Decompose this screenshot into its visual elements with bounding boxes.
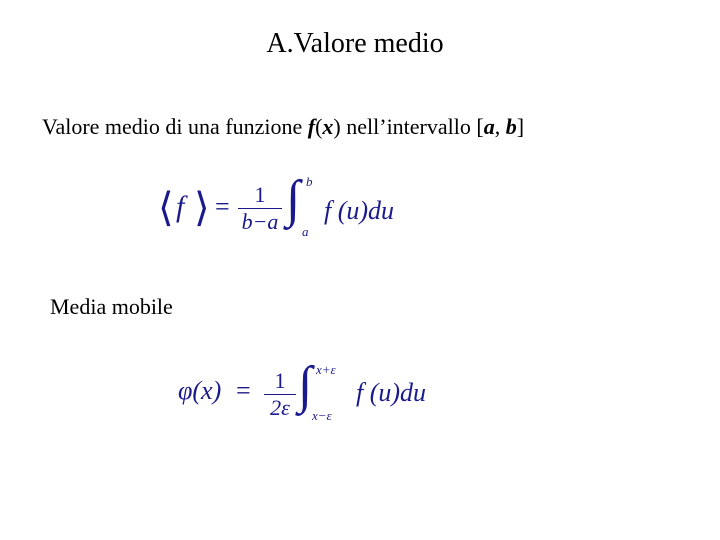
lower-limit: a xyxy=(302,224,309,239)
intro-middle: nell’intervallo [ xyxy=(340,114,484,139)
paren-open: ( xyxy=(315,114,323,139)
integral-sign-2: ∫ xyxy=(298,357,313,414)
moving-fraction xyxy=(264,370,296,419)
fraction-numerator-2: 1 xyxy=(274,368,286,393)
function-variable: x xyxy=(322,114,334,139)
equals-sign: = xyxy=(215,192,230,221)
upper-limit: b xyxy=(306,174,313,189)
moving-average-formula xyxy=(178,357,458,426)
fraction-numerator: 1 xyxy=(254,182,266,207)
intro-sentence xyxy=(42,114,524,140)
fraction-denominator: b−a xyxy=(241,209,279,234)
interval-comma: , xyxy=(494,114,506,139)
intro-prefix: Valore medio di una funzione xyxy=(42,114,308,139)
fraction-denominator-2: 2ε xyxy=(270,395,290,420)
interval-close: ] xyxy=(516,114,525,139)
equals-sign-2: = xyxy=(236,376,251,405)
mean-fraction xyxy=(238,184,282,233)
section-heading-moving-average: Media mobile xyxy=(50,294,173,319)
angle-close: ⟩ xyxy=(194,185,210,230)
lhs-f: f xyxy=(176,190,185,223)
function-name: f xyxy=(307,114,316,139)
angle-open: ⟨ xyxy=(158,185,174,230)
mean-value-formula xyxy=(158,171,428,244)
paren-close: ) xyxy=(333,114,341,139)
integrand: f (u)du xyxy=(324,196,395,225)
interval-start: a xyxy=(483,114,495,139)
slide-title: A.Valore medio xyxy=(266,28,444,59)
moving-lhs: φ(x) xyxy=(178,376,222,405)
interval-end: b xyxy=(505,114,517,139)
upper-limit-2: x+ε xyxy=(316,362,336,377)
integrand-2: f (u)du xyxy=(356,378,427,407)
integral-sign: ∫ xyxy=(286,171,301,228)
lower-limit-2: x−ε xyxy=(312,408,332,423)
